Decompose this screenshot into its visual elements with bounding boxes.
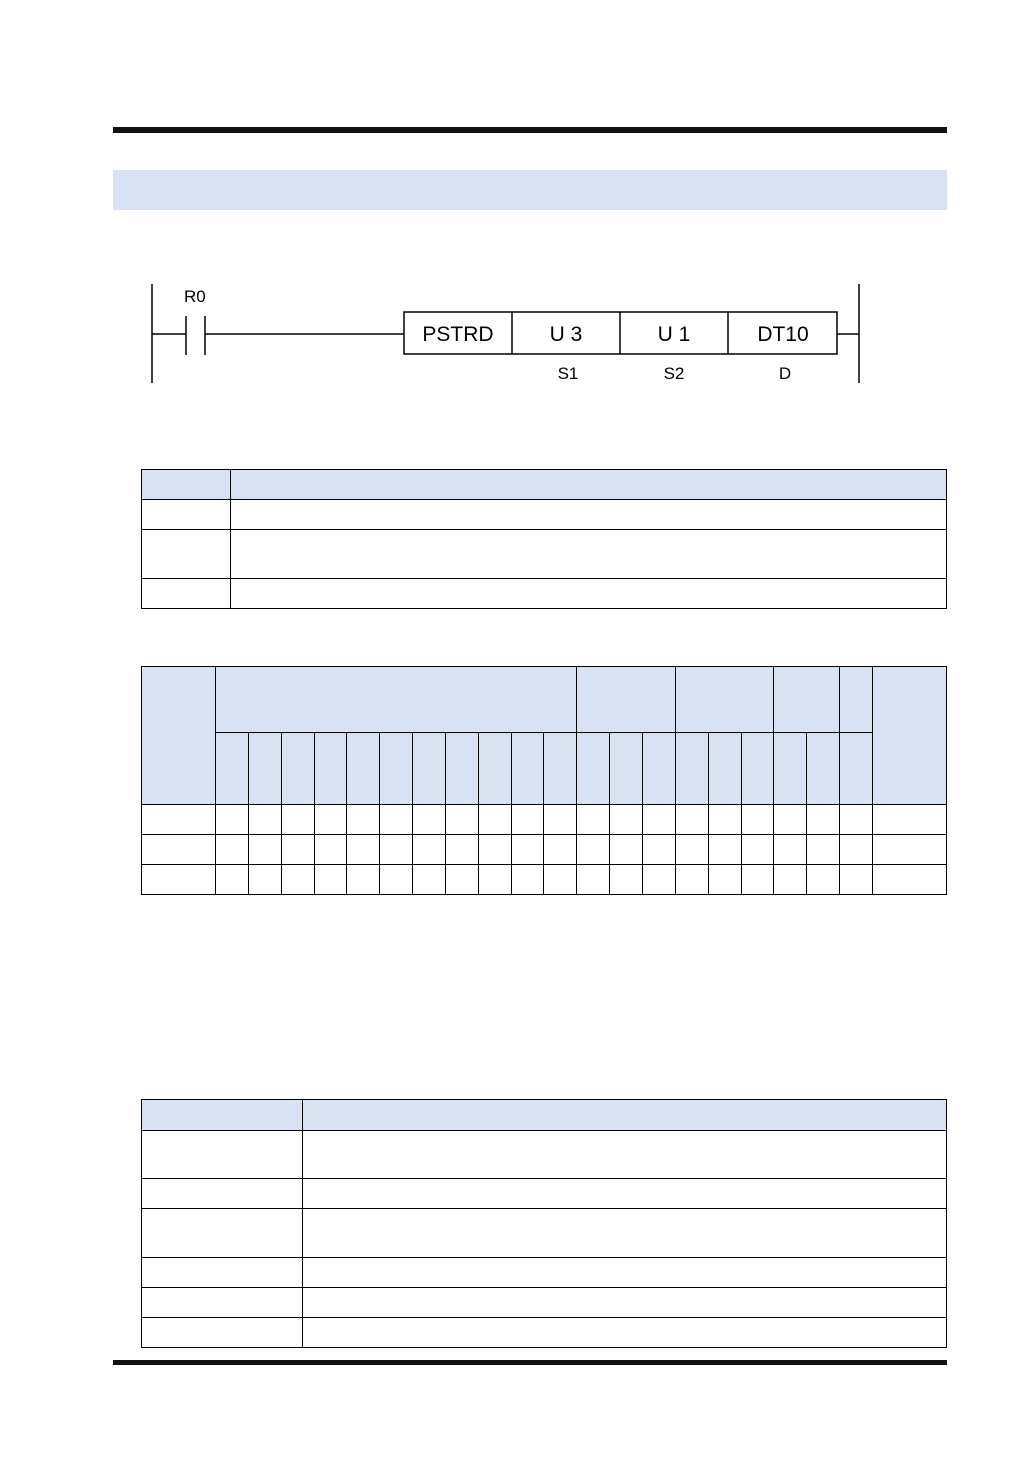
table-cell: [216, 865, 249, 895]
table-cell: [216, 805, 249, 835]
table-cell: [445, 805, 478, 835]
table-cell: [478, 805, 511, 835]
operand-d-tag: D: [778, 364, 792, 383]
table-cell: [741, 733, 774, 805]
table-cell: [380, 805, 413, 835]
table-cell: [347, 805, 380, 835]
table-cell: [445, 865, 478, 895]
table-cell: [303, 1131, 947, 1179]
table-cell: [577, 667, 676, 733]
table-cell: [248, 865, 281, 895]
table-cell: [873, 865, 947, 895]
table-cell: [314, 865, 347, 895]
table-row: [142, 1131, 947, 1179]
table-cell: [741, 865, 774, 895]
table-cell: [642, 733, 675, 805]
table-row: [142, 500, 947, 530]
table-cell: [577, 733, 610, 805]
table-cell: [708, 865, 741, 895]
table-cell: [281, 865, 314, 895]
table-cell: [303, 1179, 947, 1209]
device-table: [141, 666, 947, 895]
table-row: [142, 530, 947, 579]
table-cell: [577, 805, 610, 835]
table-header-row: [142, 1100, 947, 1131]
table-cell: [413, 835, 446, 865]
operand-table: [141, 469, 947, 609]
table-cell: [303, 1100, 947, 1131]
table-row: [142, 1288, 947, 1318]
table-cell: [142, 835, 216, 865]
table-cell: [544, 805, 577, 835]
table-cell: [281, 805, 314, 835]
table-cell: [380, 865, 413, 895]
table-cell: [142, 1179, 303, 1209]
table-cell: [314, 733, 347, 805]
table-cell: [445, 835, 478, 865]
table-cell: [774, 667, 840, 733]
table-cell: [610, 733, 643, 805]
table-cell: [413, 733, 446, 805]
table-row: [142, 1209, 947, 1258]
table-cell: [675, 667, 774, 733]
table-cell: [807, 865, 840, 895]
table-cell: [445, 733, 478, 805]
table-cell: [303, 1288, 947, 1318]
table-cell: [873, 667, 947, 805]
table-cell: [774, 835, 807, 865]
table-cell: [873, 835, 947, 865]
table-header-row: [142, 667, 947, 733]
table-cell: [642, 805, 675, 835]
table-cell: [231, 579, 947, 609]
table-header-row: [142, 470, 947, 500]
table-cell: [216, 667, 577, 733]
table-cell: [248, 805, 281, 835]
table-cell: [610, 805, 643, 835]
table-cell: [807, 835, 840, 865]
table-cell: [840, 865, 873, 895]
operand-s1-value: U 3: [549, 323, 583, 346]
table-cell: [142, 667, 216, 805]
table-header-row: [142, 733, 947, 805]
table-cell: [478, 865, 511, 895]
instruction-mnemonic: PSTRD: [422, 323, 494, 346]
table-row: [142, 1179, 947, 1209]
table-cell: [741, 835, 774, 865]
table-cell: [380, 733, 413, 805]
table-cell: [142, 1100, 303, 1131]
table-cell: [216, 733, 249, 805]
bottom-rule: [113, 1360, 947, 1365]
table-cell: [840, 805, 873, 835]
table-cell: [347, 733, 380, 805]
table-cell: [840, 835, 873, 865]
table-cell: [216, 835, 249, 865]
table-cell: [142, 1288, 303, 1318]
table-cell: [380, 835, 413, 865]
table-cell: [675, 835, 708, 865]
table-cell: [142, 530, 231, 579]
table-cell: [610, 835, 643, 865]
table-cell: [142, 805, 216, 835]
table-cell: [413, 865, 446, 895]
table-cell: [840, 667, 873, 733]
table-cell: [511, 835, 544, 865]
table-cell: [142, 500, 231, 530]
table-cell: [511, 733, 544, 805]
operand-s1-tag: S1: [557, 364, 579, 383]
table-cell: [840, 733, 873, 805]
table-cell: [807, 805, 840, 835]
ladder-diagram: [0, 0, 1032, 420]
table-cell: [873, 805, 947, 835]
contact-label: R0: [184, 287, 206, 306]
operand-s2-value: U 1: [657, 323, 691, 346]
table-cell: [314, 835, 347, 865]
table-cell: [708, 733, 741, 805]
table-cell: [303, 1258, 947, 1288]
table-cell: [675, 733, 708, 805]
table-cell: [511, 805, 544, 835]
table-row: [142, 805, 947, 835]
table-cell: [347, 835, 380, 865]
table-cell: [303, 1209, 947, 1258]
table-cell: [248, 733, 281, 805]
table-cell: [478, 733, 511, 805]
table-cell: [248, 835, 281, 865]
table-cell: [708, 805, 741, 835]
table-cell: [142, 1318, 303, 1348]
table-cell: [142, 865, 216, 895]
operand-s2-tag: S2: [663, 364, 685, 383]
table-cell: [642, 835, 675, 865]
table-cell: [347, 865, 380, 895]
table-cell: [642, 865, 675, 895]
table-cell: [577, 865, 610, 895]
table-cell: [774, 733, 807, 805]
table-cell: [741, 805, 774, 835]
table-cell: [544, 865, 577, 895]
table-cell: [675, 865, 708, 895]
table-cell: [478, 835, 511, 865]
table-cell: [231, 500, 947, 530]
table-cell: [413, 805, 446, 835]
table-cell: [807, 733, 840, 805]
table-cell: [231, 470, 947, 500]
table-cell: [281, 733, 314, 805]
table-cell: [142, 1131, 303, 1179]
table-cell: [511, 865, 544, 895]
table-cell: [774, 865, 807, 895]
table-cell: [142, 579, 231, 609]
table-cell: [708, 835, 741, 865]
operand-d-value: DT10: [757, 323, 809, 346]
table-cell: [314, 805, 347, 835]
table-cell: [610, 865, 643, 895]
table-row: [142, 865, 947, 895]
table-cell: [142, 1258, 303, 1288]
table-cell: [281, 835, 314, 865]
table-cell: [774, 805, 807, 835]
table-cell: [303, 1318, 947, 1348]
table-cell: [231, 530, 947, 579]
table-row: [142, 1258, 947, 1288]
table-cell: [675, 805, 708, 835]
flag-table: [141, 1099, 947, 1348]
table-cell: [142, 1209, 303, 1258]
table-row: [142, 1318, 947, 1348]
table-cell: [577, 835, 610, 865]
table-cell: [544, 835, 577, 865]
table-cell: [142, 470, 231, 500]
table-cell: [544, 733, 577, 805]
table-row: [142, 835, 947, 865]
table-row: [142, 579, 947, 609]
